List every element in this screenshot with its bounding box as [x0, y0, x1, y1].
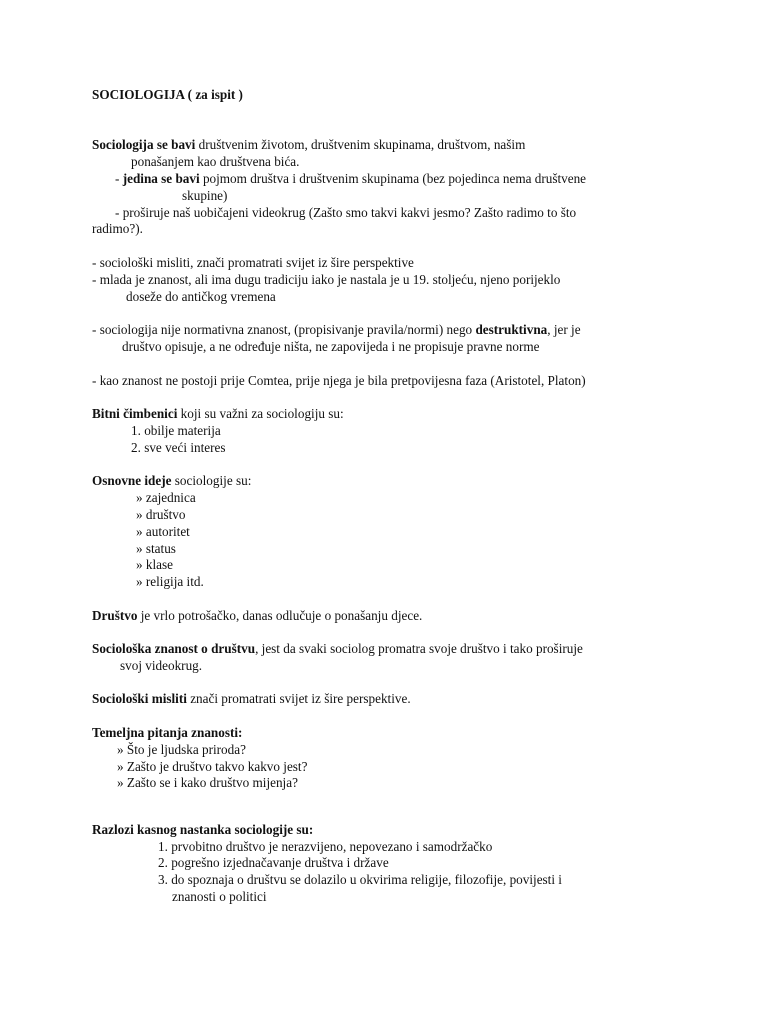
intro-line: - proširuje naš uobičajeni videokrug (Zašto smo takvi kakvi jesmo? Zašto radimo to što — [115, 205, 577, 220]
document-title: SOCIOLOGIJA ( za ispit ) — [92, 87, 243, 102]
list-item: » društvo — [136, 507, 186, 522]
list-item: » klase — [136, 557, 173, 572]
paragraph-line: društvo opisuje, a ne određuje ništa, ne zapovijeda i ne propisuje pravne norme — [122, 339, 540, 354]
paragraph-line: - sociologija nije normativna znanost, (propisivanje pravila/normi) nego destruktivna, jer je — [92, 322, 581, 337]
paragraph-line: svoj videokrug. — [120, 658, 203, 673]
list-item: » Što je ljudska priroda? — [117, 742, 246, 757]
list-item: znanosti o politici — [172, 889, 267, 904]
list-item: 2. sve veći interes — [131, 440, 226, 455]
list-item: 1. obilje materija — [131, 423, 221, 438]
intro-line: - jedina se bavi pojmom društva i društvenim skupinama (bez pojedinca nema društvene — [115, 171, 587, 186]
intro-line: radimo?). — [92, 221, 143, 236]
paragraph-line: - mlada je znanost, ali ima dugu tradiciju iako je nastala je u 19. stoljeću, njeno porijeklo — [92, 272, 561, 287]
paragraph-line: Sociološka znanost o društvu, jest da svaki sociolog promatra svoje društvo i tako proširuje — [92, 641, 583, 656]
list-item: » zajednica — [136, 490, 196, 505]
section-heading: Osnovne ideje sociologije su: — [92, 473, 252, 488]
list-item: » status — [136, 541, 176, 556]
section-heading: Razlozi kasnog nastanka sociologije su: — [92, 822, 314, 837]
paragraph-line: doseže do antičkog vremena — [126, 289, 276, 304]
paragraph-line: Društvo je vrlo potrošačko, danas odlučuje o ponašanju djece. — [92, 608, 423, 623]
section-heading: Temeljna pitanja znanosti: — [92, 725, 243, 740]
intro-line: Sociologija se bavi društvenim životom, društvenim skupinama, društvom, našim — [92, 137, 526, 152]
intro-line: skupine) — [182, 188, 228, 203]
list-item: » religija itd. — [136, 574, 204, 589]
list-item: 1. prvobitno društvo je nerazvijeno, nepovezano i samodržačko — [158, 839, 493, 854]
list-item: 2. pogrešno izjednačavanje društva i države — [158, 855, 389, 870]
list-item: » Zašto se i kako društvo mijenja? — [117, 775, 298, 790]
paragraph-line: Sociološki misliti znači promatrati svijet iz šire perspektive. — [92, 691, 411, 706]
intro-line: ponašanjem kao društvena bića. — [131, 154, 300, 169]
paragraph-line: - sociološki misliti, znači promatrati svijet iz šire perspektive — [92, 255, 414, 270]
section-heading: Bitni čimbenici koji su važni za sociologiju su: — [92, 406, 344, 421]
paragraph-line: - kao znanost ne postoji prije Comtea, prije njega je bila pretpovijesna faza (Aristotel, Platon) — [92, 373, 586, 388]
list-item: » Zašto je društvo takvo kakvo jest? — [117, 759, 308, 774]
list-item: » autoritet — [136, 524, 190, 539]
list-item: 3. do spoznaja o društvu se dolazilo u okvirima religije, filozofije, povijesti i — [158, 872, 562, 887]
